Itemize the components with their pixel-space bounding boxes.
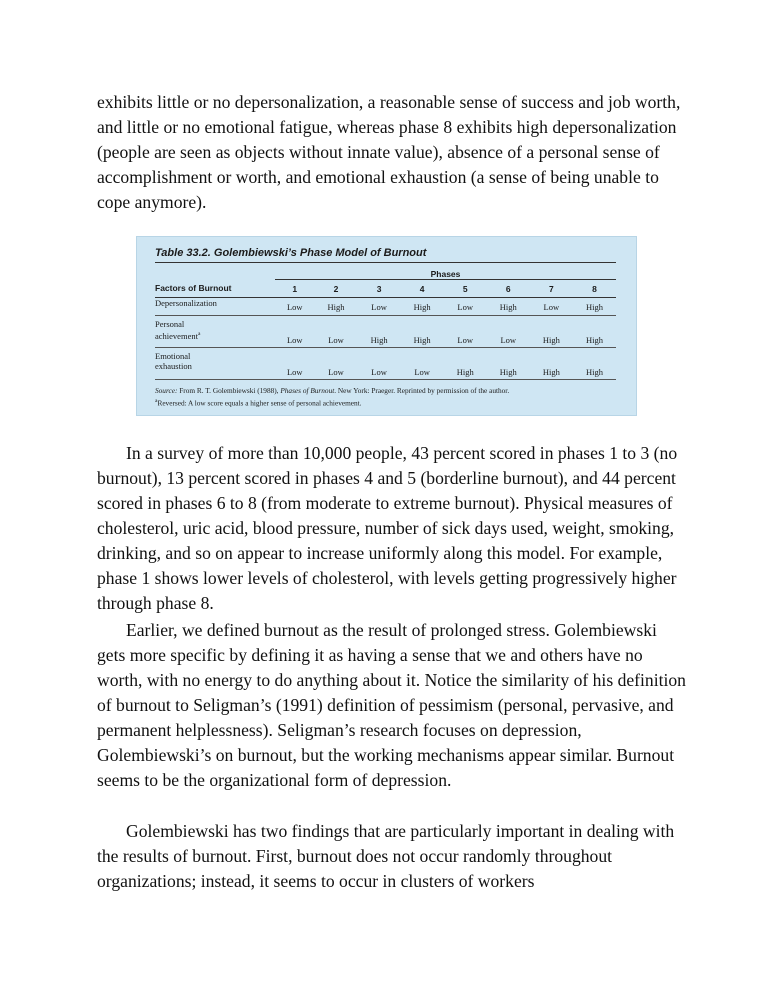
table-cell: Low xyxy=(401,348,444,380)
table-source-note xyxy=(155,386,616,396)
table-cell: Low xyxy=(275,348,315,380)
table-row xyxy=(155,298,616,316)
table-panel xyxy=(136,236,637,416)
factor-name: Depersonalization xyxy=(155,298,217,308)
source-text: From R. T. Golembiewski (1988), xyxy=(179,386,279,395)
table-cell: Low xyxy=(275,298,315,316)
source-label: Source: xyxy=(155,386,178,395)
factor-name: achievement xyxy=(155,330,198,341)
table-cell: High xyxy=(444,348,487,380)
table-cell: High xyxy=(315,298,358,316)
body-paragraph: exhibits little or no depersonalization, a reasonable sense of success and job worth, and little or no emotional fatigue, whereas phase 8 exhibits high depersonalization (people are seen as objects without innate value), absence of a personal sense of accomplishment or worth, and emotional exhaustion (a sense of being unable to cope anymore). xyxy=(97,92,681,212)
phase-number-header: 2 xyxy=(315,280,358,298)
table-cell: Low xyxy=(358,348,401,380)
body-paragraph: Golembiewski has two findings that are particularly important in dealing with the results of burnout. First, burnout does not occur randomly throughout organizations; instead, it seems to occur in clusters of workers xyxy=(97,821,675,891)
phase-number-header: 5 xyxy=(444,280,487,298)
table-cell: High xyxy=(530,316,573,348)
phase-number-header: 3 xyxy=(358,280,401,298)
table-cell: High xyxy=(487,298,530,316)
phase-number-header: 8 xyxy=(573,280,616,298)
table-title: Table 33.2. Golembiewski’s Phase Model of Burnout xyxy=(155,247,616,263)
table-cell: High xyxy=(573,316,616,348)
factor-name: Emotional xyxy=(155,351,191,361)
table-cell: Low xyxy=(487,316,530,348)
table-cell: High xyxy=(487,348,530,380)
table-cell: High xyxy=(358,316,401,348)
table-cell: High xyxy=(573,298,616,316)
phase-number-header: 1 xyxy=(275,280,315,298)
footnote-mark: a xyxy=(155,398,158,404)
phases-label: Phases xyxy=(275,265,616,280)
table-cell: High xyxy=(401,298,444,316)
table-cell: Low xyxy=(358,298,401,316)
table-cell: High xyxy=(530,348,573,380)
factor-cell xyxy=(155,348,275,380)
table-row xyxy=(155,348,616,380)
table-footnote xyxy=(155,396,616,408)
phase-number-header: 6 xyxy=(487,280,530,298)
table-cell: Low xyxy=(275,316,315,348)
burnout-table xyxy=(155,265,616,380)
table-cell: Low xyxy=(444,298,487,316)
table-cell: Low xyxy=(315,348,358,380)
table-cell: Low xyxy=(444,316,487,348)
source-text: . New York: Praeger. Reprinted by permission of the author. xyxy=(334,386,510,395)
factor-cell xyxy=(155,316,275,348)
body-paragraph: Earlier, we defined burnout as the result of prolonged stress. Golembiewski gets more specific by defining it as having a sense that we and others have no worth, with no energy to do anything about it. Notice the similarity of his definition of burnout to Seligman’s (1991) definition of pessimism (personal, pervasive, and permanent helplessness). Seligman’s research focuses on depression, Golembiewski’s on burnout, but the working mechanisms appear similar. Burnout seems to be the organizational form of depression. xyxy=(97,620,686,790)
source-book-title: Phases of Burnout xyxy=(280,386,335,395)
phases-header-row xyxy=(155,265,616,280)
table-cell: Low xyxy=(530,298,573,316)
footnote-text: Reversed: A low score equals a higher sense of personal achievement. xyxy=(157,398,362,408)
phase-number-header: 4 xyxy=(401,280,444,298)
table-row xyxy=(155,316,616,348)
phase-number-header: 7 xyxy=(530,280,573,298)
table-cell: High xyxy=(401,316,444,348)
factor-column-header: Factors of Burnout xyxy=(155,280,275,298)
body-paragraph: In a survey of more than 10,000 people, 43 percent scored in phases 1 to 3 (no burnout), 13 percent scored in phases 4 and 5 (borderline burnout), and 44 percent scored in phases 6 to 8 (from moderate to extreme burnout). Physical measures of cholesterol, uric acid, blood pressure, number of sick days used, weight, smoking, drinking, and so on appear to increase uniformly along this model. For example, phase 1 shows lower levels of cholesterol, with levels getting progressively higher through phase 8. xyxy=(97,443,678,613)
table-cell: High xyxy=(573,348,616,380)
factor-cell xyxy=(155,298,275,316)
factor-name: Personal xyxy=(155,319,185,329)
column-header-row xyxy=(155,280,616,298)
table-cell: Low xyxy=(315,316,358,348)
footnote-mark: a xyxy=(197,331,201,337)
factor-name: exhaustion xyxy=(155,361,192,371)
